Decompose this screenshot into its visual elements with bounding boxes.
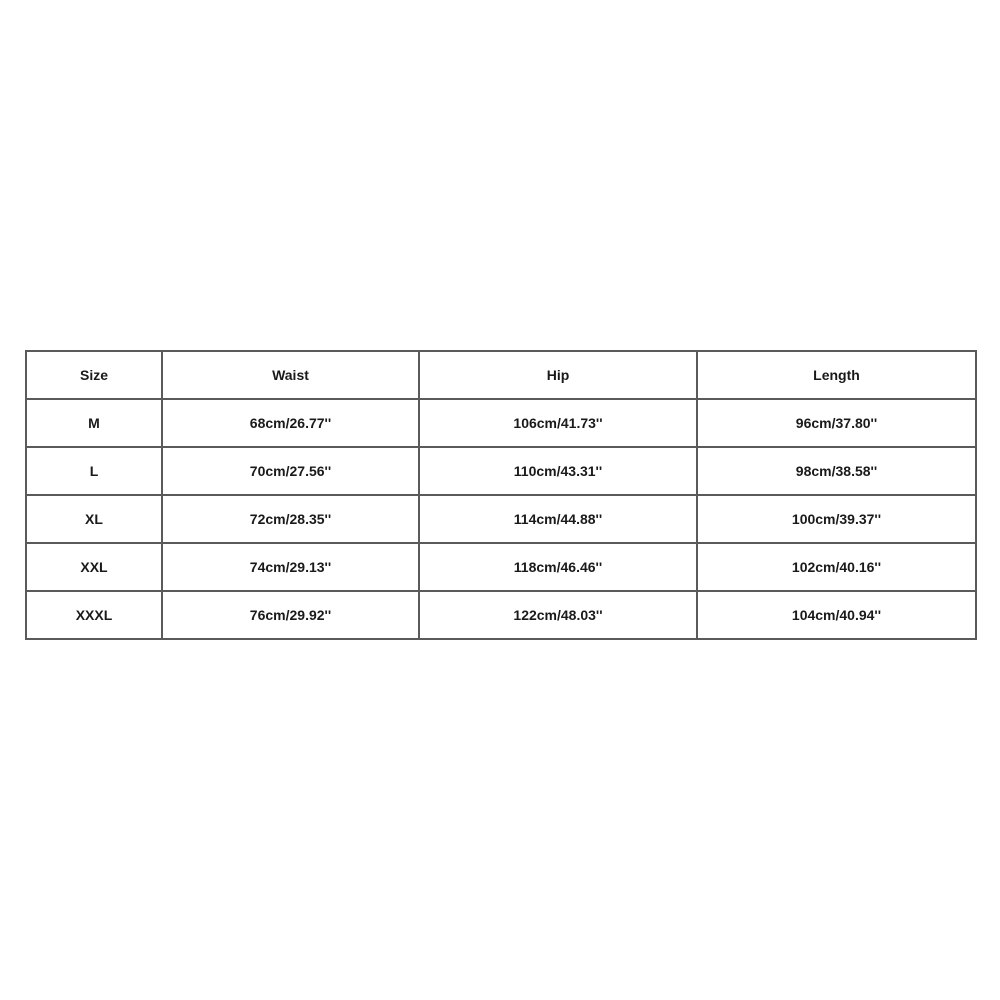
table-row bbox=[26, 543, 976, 591]
table-row bbox=[26, 591, 976, 639]
cell-length: 104cm/40.94'' bbox=[697, 591, 976, 639]
table-row bbox=[26, 447, 976, 495]
table-row bbox=[26, 399, 976, 447]
table-row bbox=[26, 495, 976, 543]
cell-size: XXXL bbox=[26, 591, 162, 639]
header-size: Size bbox=[26, 351, 162, 399]
cell-waist: 68cm/26.77'' bbox=[162, 399, 419, 447]
cell-size: XXL bbox=[26, 543, 162, 591]
header-hip: Hip bbox=[419, 351, 697, 399]
cell-waist: 72cm/28.35'' bbox=[162, 495, 419, 543]
cell-waist: 70cm/27.56'' bbox=[162, 447, 419, 495]
size-chart-table bbox=[25, 350, 977, 640]
cell-length: 102cm/40.16'' bbox=[697, 543, 976, 591]
cell-waist: 74cm/29.13'' bbox=[162, 543, 419, 591]
cell-size: L bbox=[26, 447, 162, 495]
cell-size: XL bbox=[26, 495, 162, 543]
header-length: Length bbox=[697, 351, 976, 399]
cell-size: M bbox=[26, 399, 162, 447]
cell-hip: 106cm/41.73'' bbox=[419, 399, 697, 447]
cell-waist: 76cm/29.92'' bbox=[162, 591, 419, 639]
cell-length: 100cm/39.37'' bbox=[697, 495, 976, 543]
cell-hip: 114cm/44.88'' bbox=[419, 495, 697, 543]
cell-hip: 118cm/46.46'' bbox=[419, 543, 697, 591]
table-header-row bbox=[26, 351, 976, 399]
header-waist: Waist bbox=[162, 351, 419, 399]
cell-hip: 122cm/48.03'' bbox=[419, 591, 697, 639]
cell-length: 98cm/38.58'' bbox=[697, 447, 976, 495]
cell-length: 96cm/37.80'' bbox=[697, 399, 976, 447]
cell-hip: 110cm/43.31'' bbox=[419, 447, 697, 495]
